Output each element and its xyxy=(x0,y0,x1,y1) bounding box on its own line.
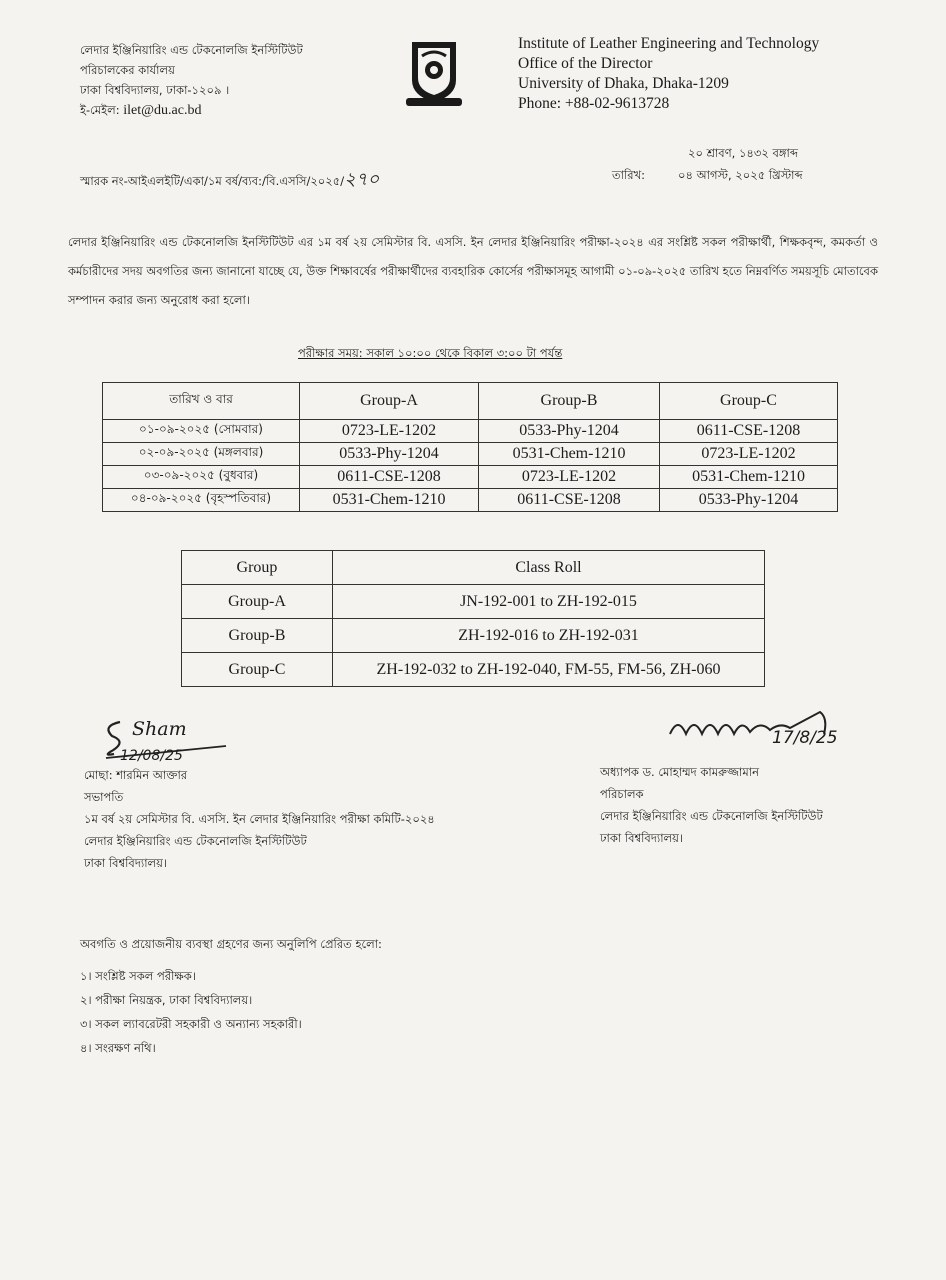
header-left-line3: ঢাকা বিশ্ববিদ্যালয়, ঢাকা-১২০৯ । xyxy=(80,83,230,97)
copy-distribution xyxy=(80,932,382,1060)
right-signatory-name: অধ্যাপক ড. মোহাম্মদ কামরুজ্জামান xyxy=(600,765,759,779)
schedule-cell: 0531-Chem-1210 xyxy=(300,489,479,512)
schedule-cell: 0533-Phy-1204 xyxy=(479,420,660,443)
schedule-cell: 0723-LE-1202 xyxy=(660,443,838,466)
rolls-header-group: Group xyxy=(182,551,333,585)
exam-schedule-table xyxy=(102,382,838,512)
right-signatory-university: ঢাকা বিশ্ববিদ্যালয়। xyxy=(600,831,683,845)
rolls-group-cell: Group-C xyxy=(182,653,333,687)
university-address: University of Dhaka, Dhaka-1209 xyxy=(518,75,729,92)
rolls-range-cell: ZH-192-032 to ZH-192-040, FM-55, FM-56, ZH-060 xyxy=(333,653,765,687)
right-handwritten-signature xyxy=(660,706,880,762)
class-roll-table xyxy=(181,550,765,687)
signature-mark xyxy=(660,706,880,762)
table-row xyxy=(103,466,838,489)
schedule-header-row xyxy=(103,383,838,420)
left-signature-date: 12/08/25 xyxy=(120,748,183,764)
rolls-group-cell: Group-A xyxy=(182,585,333,619)
table-row xyxy=(103,443,838,466)
schedule-cell: 0611-CSE-1208 xyxy=(660,420,838,443)
rolls-range-cell: ZH-192-016 to ZH-192-031 xyxy=(333,619,765,653)
list-item: ৪। সংরক্ষণ নথি। xyxy=(80,1041,156,1055)
right-signature-date: 17/8/25 xyxy=(772,728,838,748)
rolls-header-class-roll: Class Roll xyxy=(333,551,765,585)
date-english: ০৪ আগস্ট, ২০২৫ খ্রিস্টাব্দ xyxy=(678,168,803,182)
schedule-header-group-a: Group-A xyxy=(300,383,479,420)
schedule-cell: 0611-CSE-1208 xyxy=(479,489,660,512)
rolls-header-row xyxy=(182,551,765,585)
header-left-email-row xyxy=(80,100,303,121)
schedule-cell: 0723-LE-1202 xyxy=(479,466,660,489)
header-left-line1: লেদার ইঞ্জিনিয়ারিং এন্ড টেকনোলজি ইনস্টিটিউট xyxy=(80,43,303,57)
phone-number: Phone: +88-02-9613728 xyxy=(518,95,670,112)
schedule-header-group-b: Group-B xyxy=(479,383,660,420)
list-item: ১। সংশ্লিষ্ট সকল পরীক্ষক। xyxy=(80,969,196,983)
schedule-cell: 0611-CSE-1208 xyxy=(300,466,479,489)
rolls-group-cell: Group-B xyxy=(182,619,333,653)
date-label: তারিখ: xyxy=(612,168,646,182)
schedule-date-cell: ০১-০৯-২০২৫ (সোমবার) xyxy=(103,420,300,443)
right-signatory-title: পরিচালক xyxy=(600,787,644,801)
right-signatory-institute: লেদার ইঞ্জিনিয়ারিং এন্ড টেকনোলজি ইনস্টিটিউট xyxy=(600,809,823,823)
schedule-cell: 0531-Chem-1210 xyxy=(479,443,660,466)
left-signatory-university: ঢাকা বিশ্ববিদ্যালয়। xyxy=(84,856,167,870)
left-signatory-committee: ১ম বর্ষ ২য় সেমিস্টার বি. এসসি. ইন লেদার ইঞ্জিনিয়ারিং পরীক্ষা কমিটি-২০২৪ xyxy=(84,812,435,826)
rolls-range-cell: JN-192-001 to ZH-192-015 xyxy=(333,585,765,619)
header-right-block xyxy=(518,34,819,114)
cc-intro: অবগতি ও প্রয়োজনীয় ব্যবস্থা গ্রহণের জন্য অনুলিপি প্রেরিত হলো: xyxy=(80,937,382,951)
left-signatory-name: মোছা: শারমিন আক্তার xyxy=(84,768,188,782)
schedule-cell: 0531-Chem-1210 xyxy=(660,466,838,489)
left-signatory-institute: লেদার ইঞ্জিনিয়ারিং এন্ড টেকনোলজি ইনস্টিটিউট xyxy=(84,834,307,848)
table-row xyxy=(103,420,838,443)
seal-icon xyxy=(402,36,466,108)
left-handwritten-signature xyxy=(98,712,238,768)
exam-time: পরীক্ষার সময়: সকাল ১০:০০ থেকে বিকাল ৩:০০ টা পর্যন্ত xyxy=(298,346,563,360)
email-address: ilet@du.ac.bd xyxy=(123,103,202,118)
schedule-date-cell: ০২-০৯-২০২৫ (মঙ্গলবার) xyxy=(103,443,300,466)
left-signatory-block xyxy=(84,764,435,874)
date-bangla: ২০ শ্রাবণ, ১৪৩২ বঙ্গাব্দ xyxy=(688,146,798,160)
schedule-date-cell: ০৪-০৯-২০২৫ (বৃহস্পতিবার) xyxy=(103,489,300,512)
list-item: ৩। সকল ল্যাবরেটরী সহকারী ও অন্যান্য সহকারী। xyxy=(80,1017,302,1031)
email-label: ই-মেইল: xyxy=(80,103,120,117)
schedule-cell: 0533-Phy-1204 xyxy=(300,443,479,466)
header-left-block xyxy=(80,40,303,121)
table-row xyxy=(182,619,765,653)
university-seal-logo xyxy=(402,36,466,108)
table-row xyxy=(182,653,765,687)
institute-name: Institute of Leather Engineering and Technology xyxy=(518,35,820,52)
schedule-cell: 0533-Phy-1204 xyxy=(660,489,838,512)
schedule-header-group-c: Group-C xyxy=(660,383,838,420)
schedule-cell: 0723-LE-1202 xyxy=(300,420,479,443)
schedule-header-date: তারিখ ও বার xyxy=(103,383,300,420)
table-row xyxy=(103,489,838,512)
left-signature-text: Sham xyxy=(132,718,187,740)
left-signatory-title: সভাপতি xyxy=(84,790,124,804)
list-item: ২। পরীক্ষা নিয়ন্ত্রক, ঢাকা বিশ্ববিদ্যালয়। xyxy=(80,993,253,1007)
header-left-line2: পরিচালকের কার্যালয় xyxy=(80,63,175,77)
table-row xyxy=(182,585,765,619)
memo-ref-text: স্মারক নং-আইএলইটি/একা/১ম বর্ষ/ব্যব:/বি.এসসি/২০২৫/ xyxy=(80,174,345,188)
office-name: Office of the Director xyxy=(518,55,653,72)
memo-reference xyxy=(80,170,379,191)
schedule-date-cell: ০৩-০৯-২০২৫ (বুধবার) xyxy=(103,466,300,489)
right-signatory-block xyxy=(600,761,823,849)
notice-body: লেদার ইঞ্জিনিয়ারিং এন্ড টেকনোলজি ইনস্টিটিউট এর ১ম বর্ষ ২য় সেমিস্টার বি. এসসি. ইন লেদার ইঞ্জিনিয়ারিং পরীক্ষা-২০২৪ এর সংশ্লিষ্ট সকল পরীক্ষার্থী, শিক্ষকবৃন্দ, কমকর্তা ও কর্মচারীদের সদয় অবগতির জন্য জানানো যাচ্ছে যে, উক্ত শিক্ষাবর্ষের পরীক্ষার্থীদের ব্যবহারিক কোর্সের পরীক্ষাসমূহ আগামী ০১-০৯-২০২৫ তারিখ হতে নিম্নবর্ণিত সময়সূচি মোতাবেক সম্পাদন করার জন্য অনুরোধ করা হলো। xyxy=(68,235,878,307)
memo-ref-handwritten: ২৭০ xyxy=(344,169,380,190)
